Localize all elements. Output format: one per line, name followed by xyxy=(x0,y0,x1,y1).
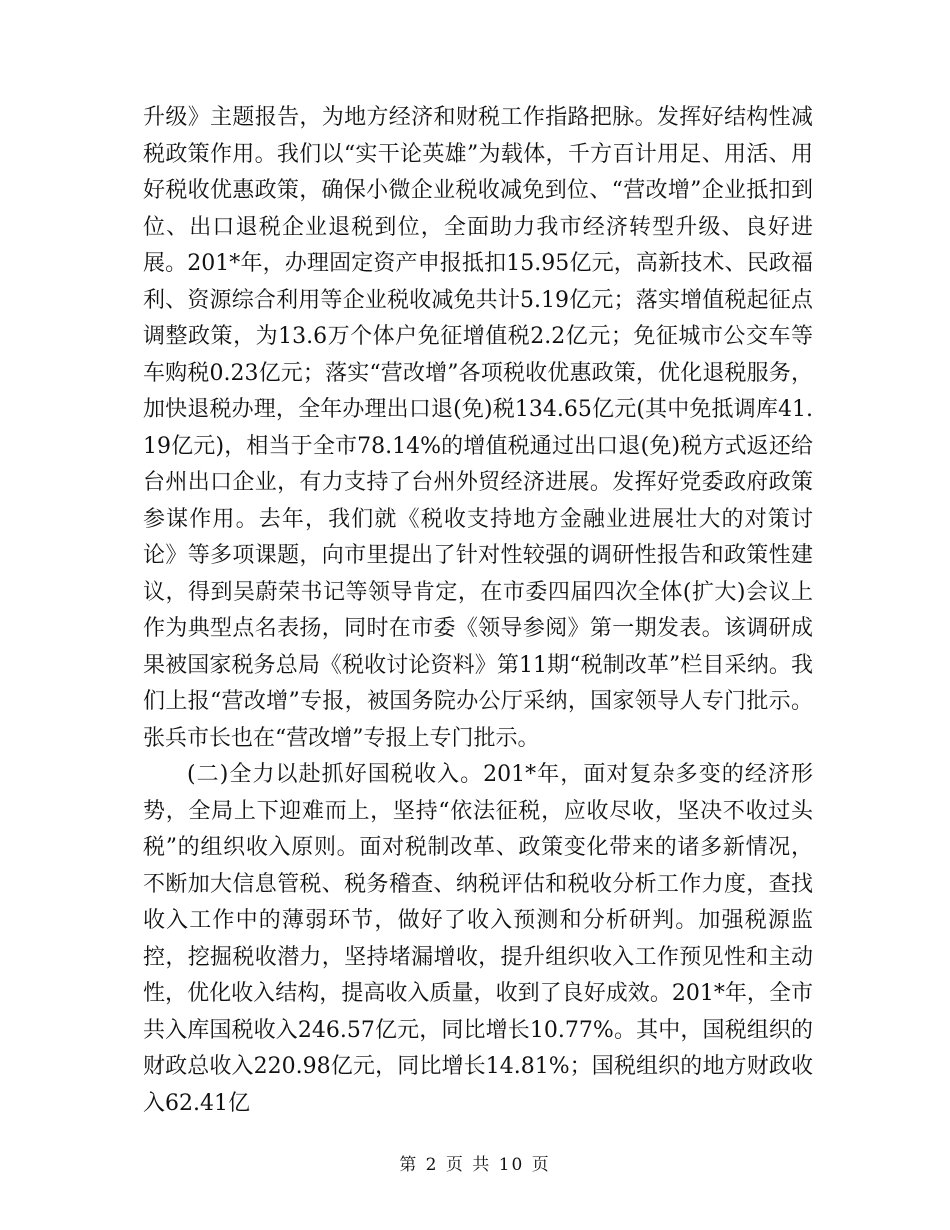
paragraph-2: (二)全力以赴抓好国税收入。201*年，面对复杂多变的经济形势，全局上下迎难而上，坚持“依法征税，应收尽收，坚决不收过头税”的组织收入原则。面对税制改革、政策变化带来的诸多新情况，不断加大信息管税、税务稽查、纳税评估和税收分析工作力度，查找收入工作中的薄弱环节，做好了收入预测和分析研判。加强税源监控，挖掘税收潜力，坚持堵漏增收，提升组织收入工作预见性和主动性，优化收入结构，提高收入质量，收到了良好成效。201*年，全市共入库国税收入246.57亿元，同比增长10.77%。其中，国税组织的财政总收入220.98亿元，同比增长14.81%；国税组织的地方财政收入62.41亿 xyxy=(143,762,813,1116)
footer-total-pages: 10 xyxy=(498,1155,525,1175)
footer-current-page: 2 xyxy=(425,1155,439,1175)
footer-middle: 页 共 xyxy=(445,1155,492,1175)
paragraph-1: 升级》主题报告，为地方经济和财税工作指路把脉。发挥好结构性减税政策作用。我们以“实干论英雄”为载体，千方百计用足、用活、用好税收优惠政策，确保小微企业税收减免到位、“营改增”企业抵扣到位、出口退税企业退税到位，全面助力我市经济转型升级、良好进展。201*年，办理固定资产申报抵扣15.95亿元，高新技术、民政福利、资源综合利用等企业税收减免共计5.19亿元；落实增值税起征点调整政策，为13.6万个体户免征增值税2.2亿元；免征城市公交车等车购税0.23亿元；落实“营改增”各项税收优惠政策，优化退税服务，加快退税办理，全年办理出口退(免)税134.65亿元(其中免抵调库41.19亿元)，相当于全市78.14%的增值税通过出口退(免)税方式返还给台州出口企业，有力支持了台州外贸经济进展。发挥好党委政府政策参谋作用。去年，我们就《税收支持地方金融业进展壮大的对策讨论》等多项课题，向市里提出了针对性较强的调研性报告和政策性建议，得到吴蔚荣书记等领导肯定，在市委四届四次全体(扩大)会议上作为典型点名表扬，同时在市委《领导参阅》第一期发表。该调研成果被国家税务总局《税收讨论资料》第11期“税制改革”栏目采纳。我们上报“营改增”专报，被国务院办公厅采纳，国家领导人专门批示。张兵市长也在“营改增”专报上专门批示。 xyxy=(143,105,813,751)
document-body xyxy=(143,100,813,1122)
footer-prefix: 第 xyxy=(399,1155,419,1175)
page-footer xyxy=(0,1150,950,1175)
footer-suffix: 页 xyxy=(531,1155,551,1175)
